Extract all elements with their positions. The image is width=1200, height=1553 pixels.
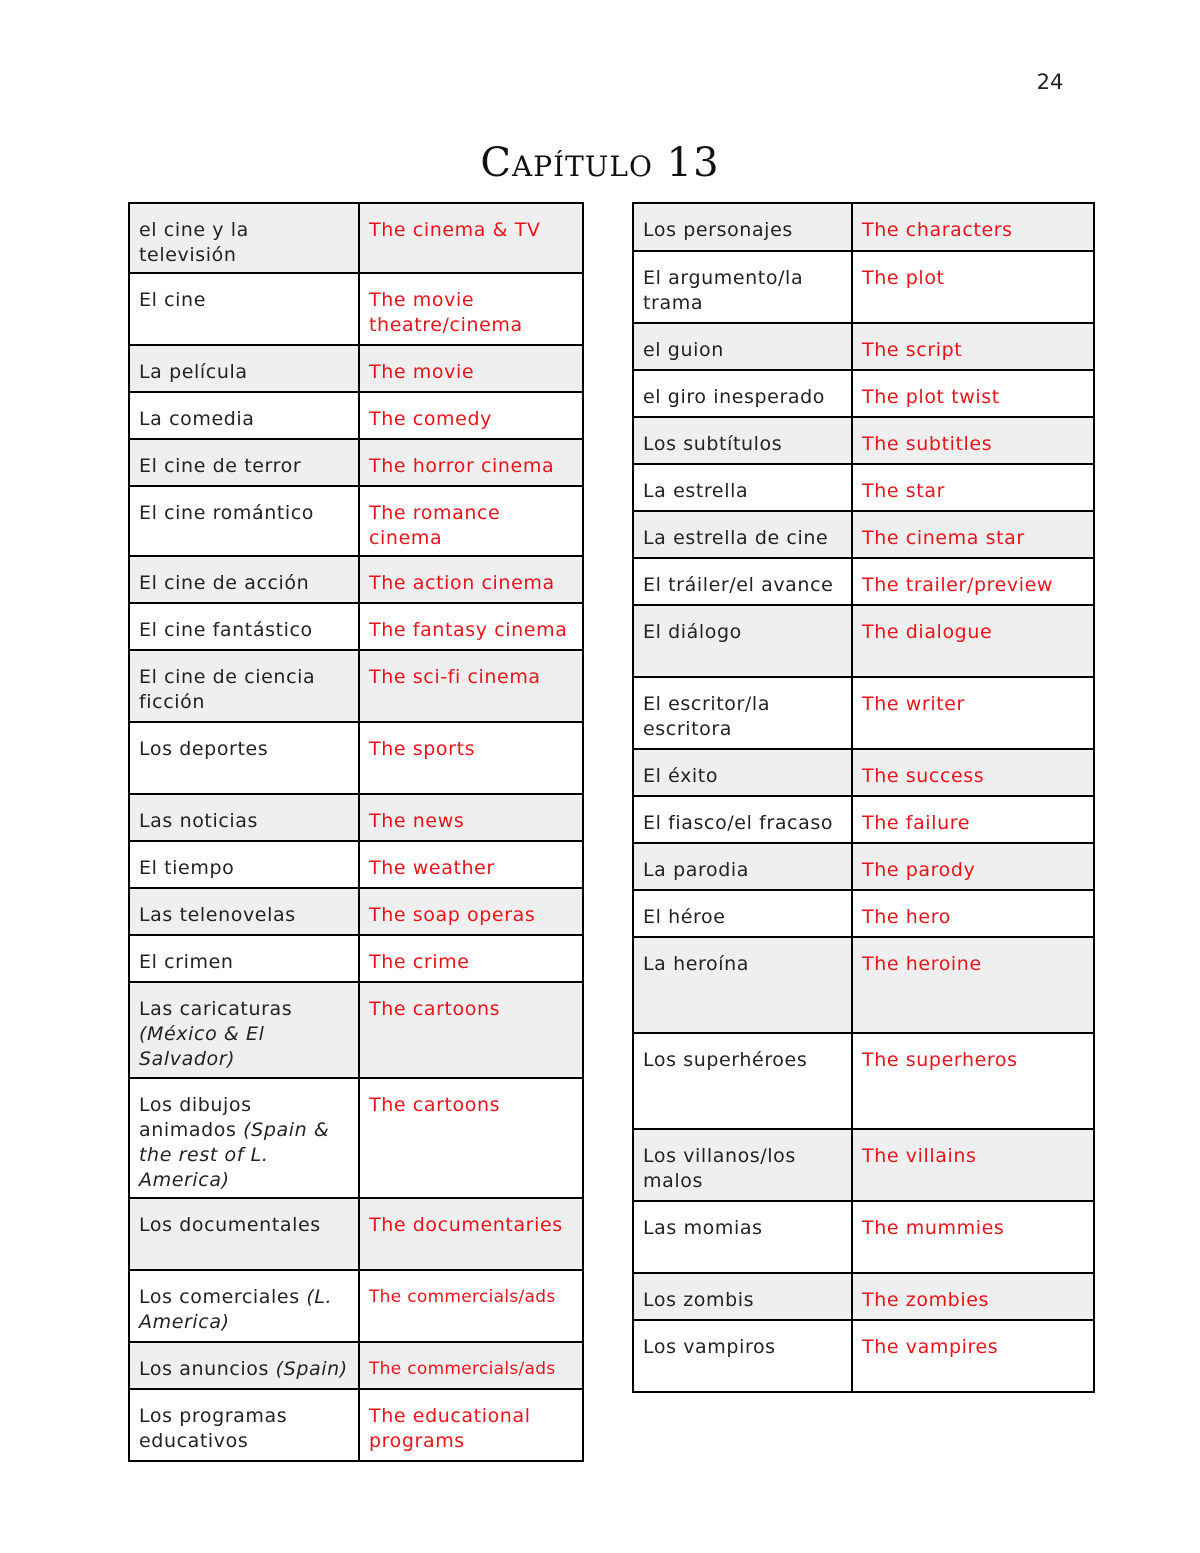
spanish-term <box>633 937 852 1033</box>
vocab-row <box>129 1198 583 1270</box>
english-translation: The villains <box>852 1129 1094 1201</box>
english-translation: The crime <box>359 935 583 982</box>
spanish-term <box>633 511 852 558</box>
spanish-term <box>633 796 852 843</box>
english-translation: The cinema & TV <box>359 203 583 273</box>
vocab-row <box>633 605 1094 677</box>
english-translation: The educational programs <box>359 1389 583 1461</box>
vocab-row <box>633 1129 1094 1201</box>
spanish-term <box>633 1033 852 1129</box>
english-translation: The cinema star <box>852 511 1094 558</box>
spanish-term <box>129 1198 359 1270</box>
vocab-row <box>633 749 1094 796</box>
vocab-table-right <box>632 202 1095 1393</box>
english-translation: The hero <box>852 890 1094 937</box>
spanish-term <box>633 843 852 890</box>
english-translation: The mummies <box>852 1201 1094 1273</box>
spanish-term <box>633 251 852 323</box>
spanish-term-text: La película <box>139 361 248 383</box>
chapter-title: Capítulo 13 <box>480 140 720 186</box>
vocab-row <box>633 323 1094 370</box>
english-translation: The dialogue <box>852 605 1094 677</box>
vocab-row <box>129 603 583 650</box>
spanish-term-text: Los vampiros <box>643 1336 776 1358</box>
vocab-row <box>129 556 583 603</box>
spanish-term <box>129 1078 359 1198</box>
spanish-term-text: El cine de ciencia ficción <box>139 666 316 713</box>
spanish-term-text: Los zombis <box>643 1289 755 1311</box>
spanish-term-text: El héroe <box>643 906 726 928</box>
spanish-term-text: La estrella de cine <box>643 527 829 549</box>
spanish-term-text: La parodia <box>643 859 749 881</box>
spanish-term <box>129 439 359 486</box>
vocab-row <box>633 1033 1094 1129</box>
spanish-term <box>129 1389 359 1461</box>
english-translation: The documentaries <box>359 1198 583 1270</box>
vocab-row <box>129 794 583 841</box>
english-translation: The action cinema <box>359 556 583 603</box>
spanish-term-text: El cine <box>139 289 206 311</box>
spanish-term-text: El cine de terror <box>139 455 302 477</box>
english-translation: The sports <box>359 722 583 794</box>
vocab-row <box>633 558 1094 605</box>
spanish-term-text: Los dibujos animados <box>139 1094 252 1141</box>
spanish-term-text: El tráiler/el avance <box>643 574 834 596</box>
vocab-row <box>129 841 583 888</box>
spanish-term <box>633 417 852 464</box>
vocab-row <box>633 796 1094 843</box>
spanish-term <box>129 841 359 888</box>
spanish-term <box>633 677 852 749</box>
spanish-term-text: La estrella <box>643 480 749 502</box>
spanish-term-text: Las telenovelas <box>139 904 296 926</box>
vocab-row <box>633 417 1094 464</box>
vocab-row <box>129 273 583 345</box>
region-note: (L. America) <box>139 1286 333 1333</box>
vocab-row <box>633 890 1094 937</box>
spanish-term <box>129 345 359 392</box>
vocab-row <box>129 486 583 556</box>
spanish-term <box>633 605 852 677</box>
spanish-term-text: Los personajes <box>643 219 793 241</box>
region-note: (Spain) <box>275 1358 348 1380</box>
vocab-row <box>129 1389 583 1461</box>
spanish-term <box>129 556 359 603</box>
english-translation: The plot twist <box>852 370 1094 417</box>
vocab-row <box>633 370 1094 417</box>
english-translation: The comedy <box>359 392 583 439</box>
spanish-term <box>129 392 359 439</box>
spanish-term <box>129 1270 359 1342</box>
vocab-row <box>129 439 583 486</box>
spanish-term <box>633 749 852 796</box>
english-translation: The characters <box>852 203 1094 251</box>
english-translation: The heroine <box>852 937 1094 1033</box>
spanish-term-text: El argumento/la trama <box>643 267 804 314</box>
spanish-term-text: El cine de acción <box>139 572 310 594</box>
vocab-row <box>633 1201 1094 1273</box>
spanish-term <box>129 603 359 650</box>
vocab-row <box>129 1342 583 1389</box>
english-translation: The commercials/ads <box>359 1270 583 1342</box>
english-translation: The horror cinema <box>359 439 583 486</box>
english-translation: The trailer/preview <box>852 558 1094 605</box>
spanish-term <box>633 1201 852 1273</box>
vocab-row <box>633 203 1094 251</box>
page-number: 24 <box>1036 70 1064 94</box>
spanish-term <box>129 203 359 273</box>
spanish-term-text: El cine fantástico <box>139 619 313 641</box>
english-translation: The superheros <box>852 1033 1094 1129</box>
spanish-term <box>129 794 359 841</box>
vocab-row <box>129 1270 583 1342</box>
vocab-row <box>633 1273 1094 1320</box>
vocab-row <box>129 345 583 392</box>
spanish-term-text: Los programas educativos <box>139 1405 288 1452</box>
spanish-term-text: El fiasco/el fracaso <box>643 812 834 834</box>
english-translation: The script <box>852 323 1094 370</box>
spanish-term <box>129 273 359 345</box>
spanish-term <box>633 1129 852 1201</box>
vocab-row <box>129 982 583 1078</box>
vocab-row <box>633 1320 1094 1392</box>
english-translation: The vampires <box>852 1320 1094 1392</box>
english-translation: The cartoons <box>359 982 583 1078</box>
spanish-term-text: El escritor/la escritora <box>643 693 771 740</box>
english-translation: The soap operas <box>359 888 583 935</box>
english-translation: The plot <box>852 251 1094 323</box>
english-translation: The news <box>359 794 583 841</box>
spanish-term-text: Los anuncios <box>139 1358 276 1380</box>
spanish-term-text: Las noticias <box>139 810 259 832</box>
spanish-term-text: El diálogo <box>643 621 742 643</box>
english-translation: The star <box>852 464 1094 511</box>
english-translation: The romance cinema <box>359 486 583 556</box>
region-note: (México & El Salvador) <box>139 1023 265 1070</box>
spanish-term-text: el giro inesperado <box>643 386 826 408</box>
english-translation: The writer <box>852 677 1094 749</box>
english-translation: The parody <box>852 843 1094 890</box>
spanish-term-text: Los subtítulos <box>643 433 783 455</box>
spanish-term <box>129 888 359 935</box>
english-translation: The subtitles <box>852 417 1094 464</box>
english-translation: The failure <box>852 796 1094 843</box>
vocab-table-left <box>128 202 584 1462</box>
spanish-term-text: Los documentales <box>139 1214 321 1236</box>
vocab-row <box>129 392 583 439</box>
spanish-term <box>633 370 852 417</box>
vocab-row <box>129 722 583 794</box>
spanish-term <box>633 464 852 511</box>
spanish-term-text: El tiempo <box>139 857 235 879</box>
spanish-term-text: Los superhéroes <box>643 1049 808 1071</box>
vocab-row <box>633 251 1094 323</box>
english-translation: The commercials/ads <box>359 1342 583 1389</box>
spanish-term-text: Las momias <box>643 1217 763 1239</box>
vocab-row <box>129 935 583 982</box>
vocab-row <box>633 677 1094 749</box>
spanish-term <box>129 935 359 982</box>
spanish-term <box>633 1320 852 1392</box>
spanish-term <box>129 650 359 722</box>
spanish-term-text: La comedia <box>139 408 255 430</box>
spanish-term-text: el cine y la televisión <box>139 219 249 266</box>
english-translation: The movie <box>359 345 583 392</box>
spanish-term-text: La heroína <box>643 953 749 975</box>
vocab-row <box>129 888 583 935</box>
english-translation: The zombies <box>852 1273 1094 1320</box>
vocab-row <box>633 937 1094 1033</box>
spanish-term <box>633 558 852 605</box>
spanish-term-text: El éxito <box>643 765 719 787</box>
vocab-row <box>633 464 1094 511</box>
spanish-term <box>633 323 852 370</box>
spanish-term <box>129 982 359 1078</box>
spanish-term <box>633 203 852 251</box>
spanish-term-text: Los comerciales <box>139 1286 307 1308</box>
vocab-row <box>633 843 1094 890</box>
spanish-term-text: Las caricaturas <box>139 998 293 1020</box>
english-translation: The sci-fi cinema <box>359 650 583 722</box>
english-translation: The weather <box>359 841 583 888</box>
english-translation: The cartoons <box>359 1078 583 1198</box>
spanish-term-text: Los deportes <box>139 738 269 760</box>
spanish-term <box>129 486 359 556</box>
spanish-term <box>633 1273 852 1320</box>
spanish-term-text: el guion <box>643 339 724 361</box>
english-translation: The movie theatre/cinema <box>359 273 583 345</box>
spanish-term <box>633 890 852 937</box>
english-translation: The success <box>852 749 1094 796</box>
spanish-term-text: Los villanos/los malos <box>643 1145 796 1192</box>
spanish-term <box>129 1342 359 1389</box>
spanish-term <box>129 722 359 794</box>
vocab-row <box>129 650 583 722</box>
spanish-term-text: El cine romántico <box>139 502 315 524</box>
spanish-term-text: El crimen <box>139 951 234 973</box>
english-translation: The fantasy cinema <box>359 603 583 650</box>
region-note: (Spain & the rest of L. America) <box>139 1119 330 1191</box>
vocab-row <box>129 1078 583 1198</box>
vocab-row <box>633 511 1094 558</box>
vocab-row <box>129 203 583 273</box>
